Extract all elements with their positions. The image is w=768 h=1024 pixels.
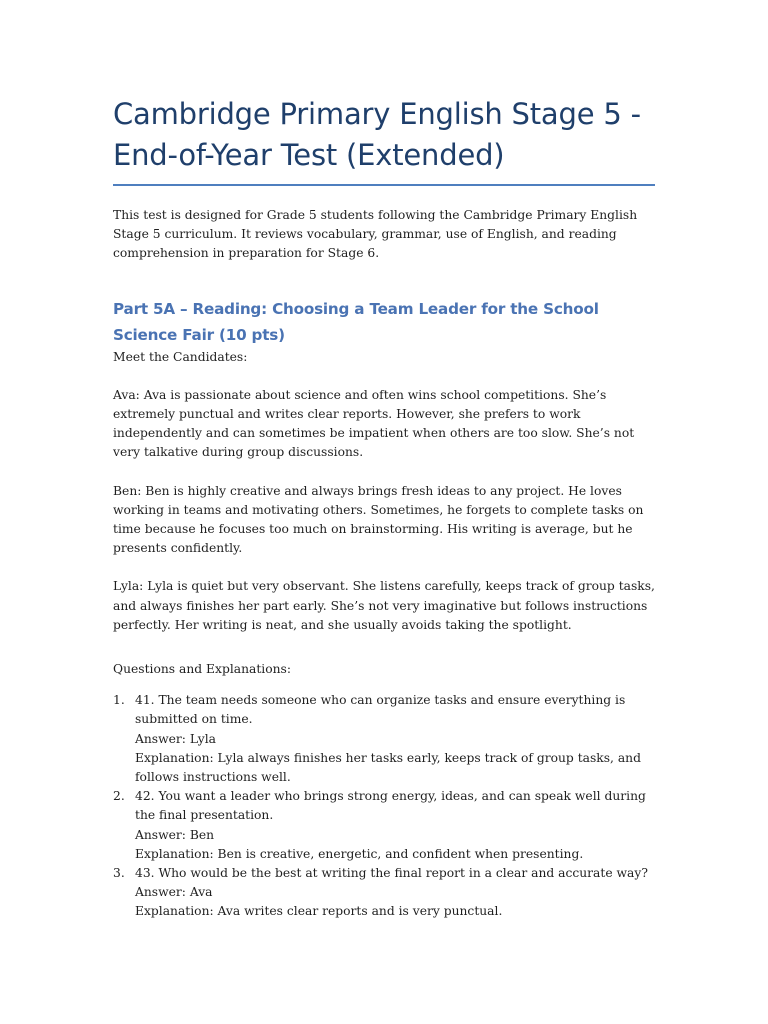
question-item <box>113 787 658 864</box>
list-number: 2. <box>113 789 125 804</box>
section-heading: Part 5A – Reading: Choosing a Team Leader for the School Science Fair (10 pts) <box>113 299 599 344</box>
question-text: 43. Who would be the best at writing the final report in a clear and accurate way? <box>135 866 648 881</box>
candidate-ben: Ben: Ben is highly creative and always brings fresh ideas to any project. He loves working in teams and motivating others. Sometimes, he forgets to complete tasks on time because he focuses too much on brainstorming. His writing is average, but he presents confidently. <box>113 483 644 556</box>
list-number: 1. <box>113 693 125 708</box>
question-text: 41. The team needs someone who can organize tasks and ensure everything is submitted on time. <box>135 693 626 727</box>
document-page <box>113 94 658 922</box>
meet-candidates-label: Meet the Candidates: <box>113 349 248 364</box>
answer-text: Answer: Ava <box>135 885 213 900</box>
explanation-text: Explanation: Ava writes clear reports and is very punctual. <box>135 904 503 919</box>
page-title: Cambridge Primary English Stage 5 - End-of-Year Test (Extended) <box>113 97 641 172</box>
candidate-ava: Ava: Ava is passionate about science and often wins school competitions. She’s extremely punctual and writes clear reports. However, she prefers to work independently and can sometimes be impatient when others are too slow. She’s not very talkative during group discussions. <box>113 387 635 460</box>
explanation-text: Explanation: Lyla always finishes her tasks early, keeps track of group tasks, and follows instructions well. <box>135 750 641 785</box>
answer-text: Answer: Ben <box>135 827 215 842</box>
title-underline <box>113 184 655 186</box>
list-number: 3. <box>113 866 125 881</box>
question-item <box>113 691 658 787</box>
question-text: 42. You want a leader who brings strong energy, ideas, and can speak well during the final presentation. <box>135 789 646 823</box>
questions-label: Questions and Explanations: <box>113 662 291 677</box>
answer-text: Answer: Lyla <box>135 731 217 746</box>
question-item <box>113 864 658 922</box>
questions-list <box>113 691 658 921</box>
candidate-lyla: Lyla: Lyla is quiet but very observant. She listens carefully, keeps track of group tasks, and always finishes her part early. She’s not very imaginative but follows instructions perfectly. Her writing is neat, and she usually avoids taking the spotlight. <box>113 579 655 632</box>
explanation-text: Explanation: Ben is creative, energetic, and confident when presenting. <box>135 846 584 861</box>
intro-paragraph: This test is designed for Grade 5 students following the Cambridge Primary English Stage 5 curriculum. It reviews vocabulary, grammar, use of English, and reading comprehension in preparation for Stage 6. <box>113 208 638 261</box>
